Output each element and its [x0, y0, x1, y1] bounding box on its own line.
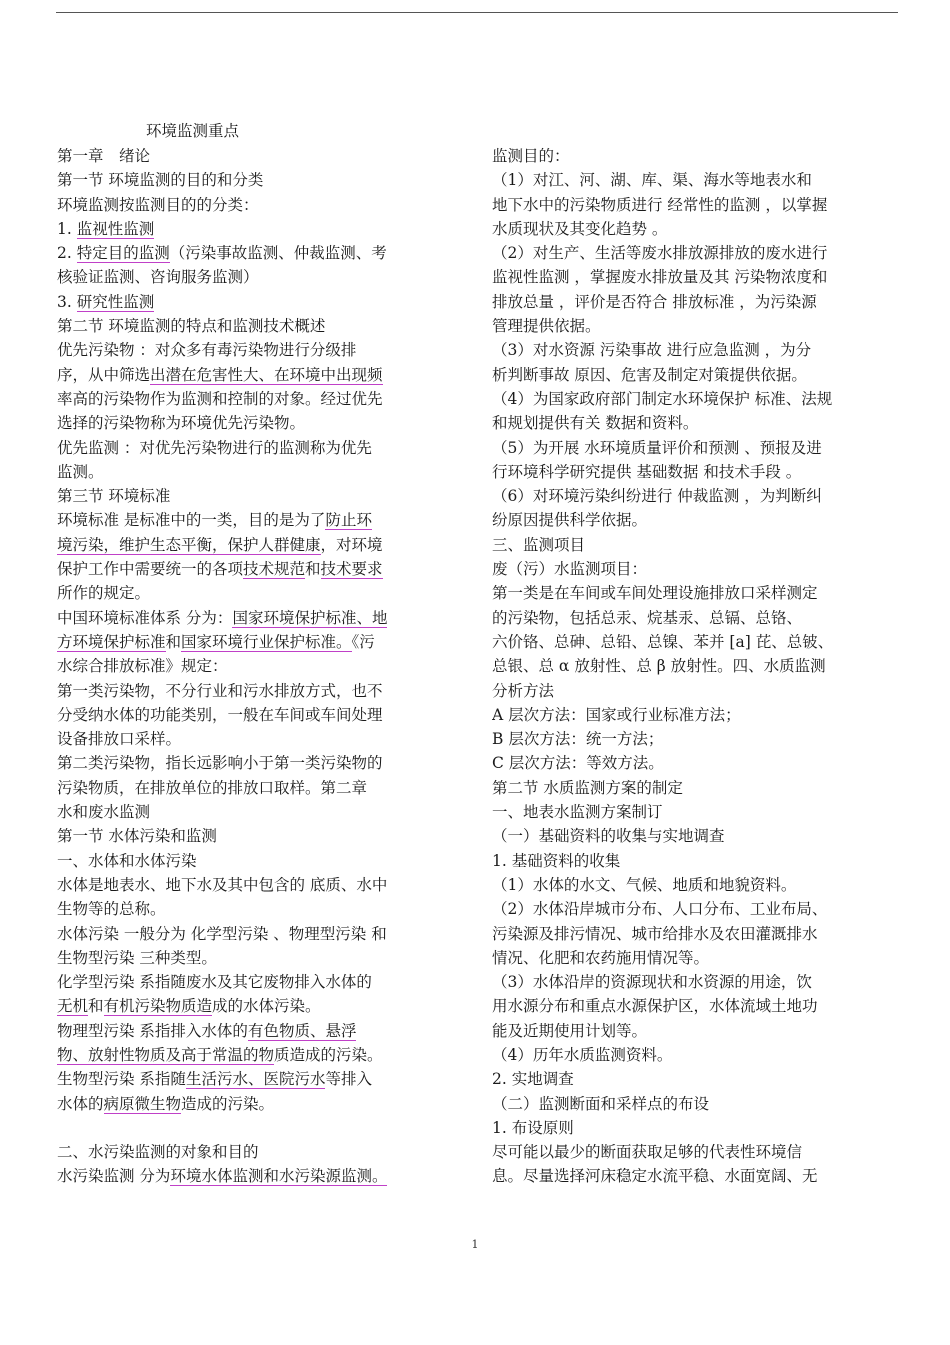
right-text-line: 监视性监测 ，掌握废水排放量及其 污染物浓度和 — [492, 268, 828, 287]
left-text-line: 第一类污染物，不分行业和污水排放方式，也不 — [57, 681, 383, 700]
right-text-line: 管理提供依据。 — [492, 317, 601, 336]
right-text-line: （3）水体沿岸的资源现状和水资源的用途，饮 — [492, 973, 812, 992]
right-text-line: 的污染物，包括总汞、烷基汞、总镉、总铬、 — [492, 608, 803, 627]
left-text-line: 2. 特定目的监测（污染事故监测、仲裁监测、考 — [57, 244, 387, 263]
right-text-line: 废（污）水监测项目： — [492, 560, 648, 579]
left-text-line: 无机和有机污染物质造成的水体污染。 — [57, 997, 321, 1016]
left-text-line: 水综合排放标准》规定： — [57, 657, 228, 676]
right-text-line: A 层次方法：国家或行业标准方法； — [492, 705, 741, 724]
left-text-line: 水和废水监测 — [57, 803, 151, 822]
right-text-line: （2）对生产、生活等废水排放源排放的废水进行 — [492, 244, 828, 263]
right-text-line: 六价铬、总砷、总铅、总镍、苯并 [a] 芘、总铍、 — [492, 632, 834, 651]
left-text-line: 生物等的总称。 — [57, 900, 166, 919]
left-text-line: 1. 监视性监测 — [57, 219, 155, 238]
left-text-line: 设备排放口采样。 — [57, 730, 182, 749]
left-text-line: 水体污染 一般分为 化学型污染 、物理型污染 和 — [57, 924, 387, 943]
right-text-line: 第一类是在车间或车间处理设施排放口采样测定 — [492, 584, 818, 603]
right-text-line: （4）为国家政府部门制定水环境保护 标准、法规 — [492, 389, 833, 408]
right-text-line: 1. 布设原则 — [492, 1118, 574, 1137]
left-text-line: 水体的病原微生物造成的污染。 — [57, 1094, 275, 1113]
left-text-line: 方环境保护标准和国家环境行业保护标准。《污 — [57, 632, 375, 651]
right-text-line: 总银、总 α 放射性、总 β 放射性。四、水质监测 — [492, 657, 826, 676]
left-text-line: 所作的规定。 — [57, 584, 151, 603]
right-text-line: 分析方法 — [492, 681, 555, 700]
left-text-line: 环境监测按监测目的的分类： — [57, 195, 259, 214]
right-text-line: 一、地表水监测方案制订 — [492, 803, 663, 822]
right-text-line: 息。尽量选择河床稳定水流平稳、水面宽阔、无 — [492, 1167, 818, 1186]
right-text-line: （一）基础资料的收集与实地调查 — [492, 827, 725, 846]
right-text-line: （二）监测断面和采样点的布设 — [492, 1094, 710, 1113]
left-text-line: 第二节 环境监测的特点和监测技术概述 — [57, 317, 326, 336]
left-text-line: 中国环境标准体系 分为：国家环境保护标准、地 — [57, 608, 388, 627]
right-text-line: （5）为开展 水环境质量评价和预测 、预报及进 — [492, 438, 822, 457]
right-text-line: 纷原因提供科学依据。 — [492, 511, 648, 530]
page-number: 1 — [471, 1238, 479, 1251]
right-text-line: 行环境科学研究提供 基础数据 和技术手段 。 — [492, 462, 802, 481]
left-text-line: 化学型污染 系指随废水及其它废物排入水体的 — [57, 973, 372, 992]
left-text-line: 第二类污染物，指长远影响小于第一类污染物的 — [57, 754, 383, 773]
left-text-line: 第一节 环境监测的目的和分类 — [57, 171, 264, 190]
left-text-line: 第一章 绪论 — [57, 147, 151, 165]
left-text-line: 水体是地表水、地下水及其中包含的 底质、水中 — [57, 875, 388, 894]
right-text-line: 2. 实地调查 — [492, 1070, 574, 1089]
right-text-line: 水质现状及其变化趋势 。 — [492, 219, 668, 238]
left-text-line: 污染物质，在排放单位的排放口取样。第二章 — [57, 778, 368, 797]
right-text-line: 排放总量 ，评价是否符合 排放标准 ，为污染源 — [492, 292, 817, 311]
right-text-line: （1）水体的水文、气候、地质和地貌资料。 — [492, 875, 797, 894]
right-text-line: 和规划提供有关 数据和资料。 — [492, 414, 699, 433]
right-text-line: （3）对水资源 污染事故 进行应急监测 ，为分 — [492, 341, 812, 360]
right-text-line: C 层次方法：等效方法。 — [492, 754, 664, 773]
right-text-line: （6）对环境污染纠纷进行 仲裁监测 ，为判断纠 — [492, 487, 822, 506]
right-text-line: 尽可能以最少的断面获取足够的代表性环境信 — [492, 1143, 803, 1162]
left-text-line — [57, 1116, 459, 1140]
right-text-line: 第二节 水质监测方案的制定 — [492, 778, 683, 797]
left-text-line: 率高的污染物作为监测和控制的对象。经过优先 — [57, 389, 383, 408]
left-text-line: 水污染监测 分为环境水体监测和水污染源监测。 — [57, 1167, 388, 1186]
right-text-line: 析判断事故 原因、危害及制定对策提供依据。 — [492, 365, 807, 384]
document-title: 环境监测重点 — [146, 122, 240, 140]
left-text-line: 物理型污染 系指排入水体的有色物质、悬浮 — [57, 1021, 357, 1040]
left-text-line: 分受纳水体的功能类别，一般在车间或车间处理 — [57, 705, 383, 724]
left-text-line: 生物型污染 三种类型。 — [57, 948, 217, 967]
header-rule — [56, 12, 898, 13]
right-text-line: 能及近期使用计划等。 — [492, 1021, 648, 1040]
right-text-line: 监测目的： — [492, 147, 570, 165]
right-text-line: B 层次方法：统一方法； — [492, 730, 664, 749]
right-text-line: 三、监测项目 — [492, 535, 586, 554]
left-column — [57, 144, 459, 1189]
left-text-line: 核验证监测、咨询服务监测） — [57, 268, 259, 287]
left-text-line: 优先污染物 ：对众多有毒污染物进行分级排 — [57, 341, 357, 360]
left-text-line: 第三节 环境标准 — [57, 487, 171, 506]
left-text-line: 选择的污染物称为环境优先污染物。 — [57, 414, 306, 433]
left-text-line: 境污染，维护生态平衡，保护人群健康，对环境 — [57, 535, 383, 554]
right-text-line: 1. 基础资料的收集 — [492, 851, 621, 870]
left-text-line: 环境标准 是标准中的一类，目的是为了防止环 — [57, 511, 372, 530]
left-text-line: 二、水污染监测的对象和目的 — [57, 1143, 259, 1162]
right-text-line: 地下水中的污染物质进行 经常性的监测 ，以掌握 — [492, 195, 828, 214]
left-text-line: 保护工作中需要统一的各项技术规范和技术要求 — [57, 560, 383, 579]
left-text-line: 优先监测 ：对优先污染物进行的监测称为优先 — [57, 438, 372, 457]
left-text-line: 一、水体和水体污染 — [57, 851, 197, 870]
right-text-line: （2）水体沿岸城市分布、人口分布、工业布局、 — [492, 900, 828, 919]
left-text-line: 监测。 — [57, 462, 104, 481]
right-text-line: （4）历年水质监测资料。 — [492, 1045, 673, 1064]
right-text-line: 用水源分布和重点水源保护区，水体流域土地功 — [492, 997, 818, 1016]
right-text-line: 情况、化肥和农药施用情况等。 — [492, 948, 710, 967]
right-text-line: （1）对江、河、湖、库、渠、海水等地表水和 — [492, 171, 812, 190]
left-text-line: 物、放射性物质及高于常温的物质造成的污染。 — [57, 1045, 383, 1064]
right-column — [492, 144, 892, 1189]
left-text-line: 3. 研究性监测 — [57, 292, 155, 311]
left-text-line: 第一节 水体污染和监测 — [57, 827, 217, 846]
right-text-line: 污染源及排污情况、城市给排水及农田灌溉排水 — [492, 924, 818, 943]
left-text-line: 序，从中筛选出潜在危害性大、在环境中出现频 — [57, 365, 383, 384]
left-text-line: 生物型污染 系指随生活污水、医院污水等排入 — [57, 1070, 372, 1089]
